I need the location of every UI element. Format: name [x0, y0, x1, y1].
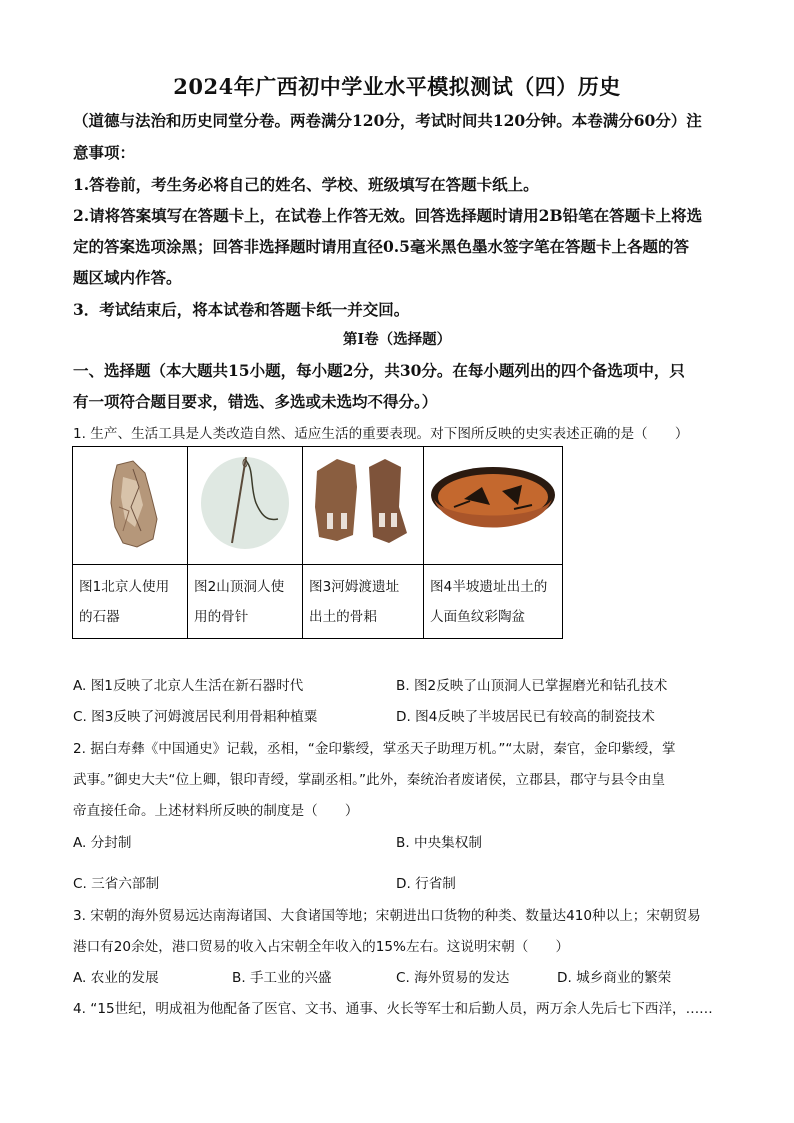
bone-needle-image: [188, 447, 302, 560]
notice-2b: 定的答案选项涂黑；回答非选择题时请用直径0.5毫米黑色墨水签字笔在答题卡上各题的答: [73, 237, 689, 256]
figure-4-caption: 图4半坡遗址出土的 人面鱼纹彩陶盆: [424, 565, 563, 639]
intro-line-1: （道德与法治和历史同堂分卷。两卷满分120分，考试时间共120分钟。本卷满分60分）注: [73, 111, 702, 130]
q3-option-b: B. 手工业的兴盛: [232, 970, 332, 986]
q1-option-a: A. 图1反映了北京人生活在新石器时代: [73, 678, 304, 694]
q3-option-c: C. 海外贸易的发达: [396, 970, 510, 986]
notice-2a: 2.请将答案填写在答题卡上，在试卷上作答无效。回答选择题时请用2B铅笔在答题卡上将选: [73, 206, 703, 225]
q2-line-1: 2. 据白寿彝《中国通史》记载，丞相，“金印紫绶，掌丞天子助理万机。”“太尉，秦官，金印紫绶，掌: [73, 741, 676, 757]
q3-option-d: D. 城乡商业的繁荣: [557, 970, 672, 986]
q2-line-3: 帝直接任命。上述材料所反映的制度是（ ）: [73, 803, 359, 819]
bone-spade-image: [303, 447, 423, 560]
q4-line-1: 4. “15世纪，明成祖为他配备了医官、文书、通事、火长等军士和后勤人员，两万余人先后七下西洋，……: [73, 1001, 713, 1017]
section-instruction-2: 有一项符合题目要求，错选、多选或未选均不得分。）: [73, 392, 438, 411]
figure-2-caption: 图2山顶洞人使 用的骨针: [188, 565, 303, 639]
q3-line-2: 港口有20余处，港口贸易的收入占宋朝全年收入的15%左右。这说明宋朝（ ）: [73, 939, 570, 955]
figure-2-cell: [188, 447, 303, 565]
q1-figure-table: [72, 446, 563, 639]
q2-line-2: 武事。”御史大夫“位上卿，银印青绶，掌副丞相。”此外，秦统治者废诸侯，立郡县，郡守与县令由皇: [73, 772, 666, 788]
intro-line-2: 意事项：: [73, 143, 136, 162]
figure-4-cell: [424, 447, 563, 565]
section-instruction-1: 一、选择题（本大题共15小题，每小题2分，共30分。在每小题列出的四个备选项中，只: [73, 361, 685, 380]
notice-3: 3．考试结束后，将本试卷和答题卡纸一并交回。: [73, 300, 410, 319]
q2-option-d: D. 行省制: [396, 876, 456, 892]
figure-3-caption: 图3河姆渡遗址 出土的骨耜: [303, 565, 424, 639]
q1-option-c: C. 图3反映了河姆渡居民利用骨耜种植粟: [73, 709, 318, 725]
notice-2c: 题区域内作答。: [73, 268, 182, 287]
stone-tool-image: [73, 447, 187, 560]
q2-option-c: C. 三省六部制: [73, 876, 160, 892]
notice-1: 1.答卷前，考生务必将自己的姓名、学校、班级填写在答题卡纸上。: [73, 175, 539, 194]
q2-option-b: B. 中央集权制: [396, 835, 482, 851]
q3-option-a: A. 农业的发展: [73, 970, 159, 986]
q3-line-1: 3. 宋朝的海外贸易远达南海诸国、大食诸国等地；宋朝进出口货物的种类、数量达410种以上；宋朝贸易: [73, 908, 701, 924]
q1-option-b: B. 图2反映了山顶洞人已掌握磨光和钻孔技术: [396, 678, 668, 694]
exam-title: 2024年广西初中学业水平模拟测试（四）历史: [173, 74, 621, 99]
figure-3-cell: [303, 447, 424, 565]
section-heading: 第Ⅰ卷（选择题）: [342, 331, 452, 348]
q2-option-a: A. 分封制: [73, 835, 132, 851]
q1-stem: 1. 生产、生活工具是人类改造自然、适应生活的重要表现。对下图所反映的史实表述正确的是（ ）: [73, 426, 689, 442]
q1-option-d: D. 图4反映了半坡居民已有较高的制瓷技术: [396, 709, 655, 725]
figure-1-cell: [73, 447, 188, 565]
painted-pottery-basin-image: [424, 447, 562, 560]
figure-1-caption: 图1北京人使用 的石器: [73, 565, 188, 639]
